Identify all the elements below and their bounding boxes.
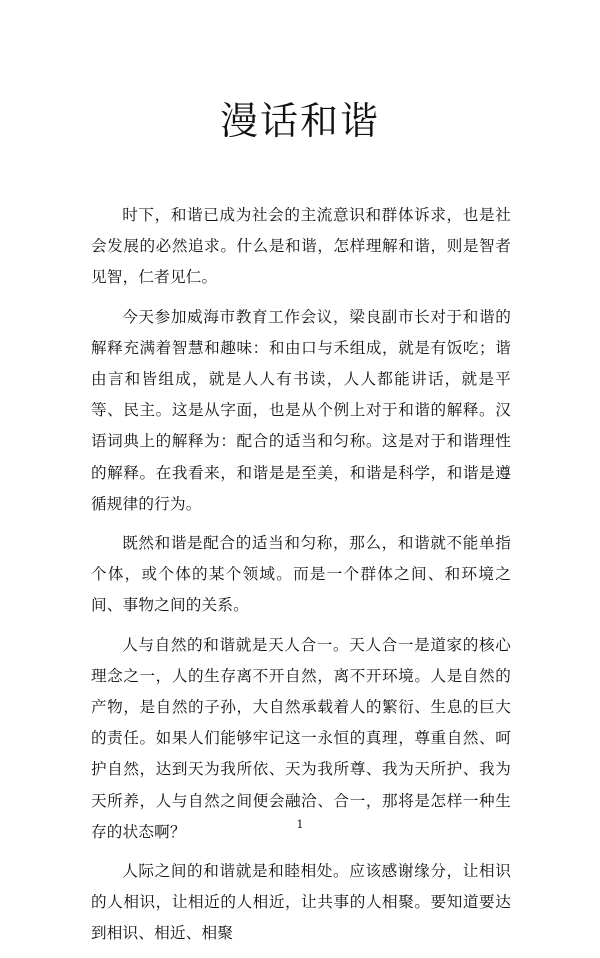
paragraph: 今天参加威海市教育工作会议，梁良副市长对于和谐的解释充满着智慧和趣味：和由口与禾组成，就是有饭吃；谐由言和皆组成，就是人人有书读，人人都能讲话，就是平等、民主。这是从字面，也是从个例上对于和谐的解释。汉语词典上的解释为：配合的适当和匀称。这是对于和谐理性的解释。在我看来，和谐是是至美，和谐是科学，和谐是遵循规律的行为。: [91, 307, 511, 513]
paragraph: 人与自然的和谐就是天人合一。天人合一是道家的核心理念之一，人的生存离不开自然，离不开环境。人是自然的产物，是自然的子孙，大自然承载着人的繁衍、生息的巨大的责任。如果人们能够牢记这一永恒的真理，尊重自然、呵护自然，达到天为我所依、天为我所尊、我为天所护、我为天所养，人与自然之间便会融洽、合一，那将是怎样一种生存的状态啊？: [91, 635, 511, 841]
page-number: 1: [296, 818, 304, 831]
document-body: [91, 200, 511, 958]
paragraph: 人际之间的和谐就是和睦相处。应该感谢缘分，让相识的人相识，让相近的人相近，让共事的人相聚。要知道要达到相识、相近、相聚: [91, 862, 511, 943]
paragraph: 时下，和谐已成为社会的主流意识和群体诉求，也是社会发展的必然追求。什么是和谐，怎样理解和谐，则是智者见智，仁者见仁。: [91, 206, 511, 287]
paragraph: 既然和谐是配合的适当和匀称，那么，和谐就不能单指个体，或个体的某个领域。而是一个群体之间、和环境之间、事物之间的关系。: [91, 534, 511, 615]
document-title: 漫话和谐: [219, 99, 380, 143]
